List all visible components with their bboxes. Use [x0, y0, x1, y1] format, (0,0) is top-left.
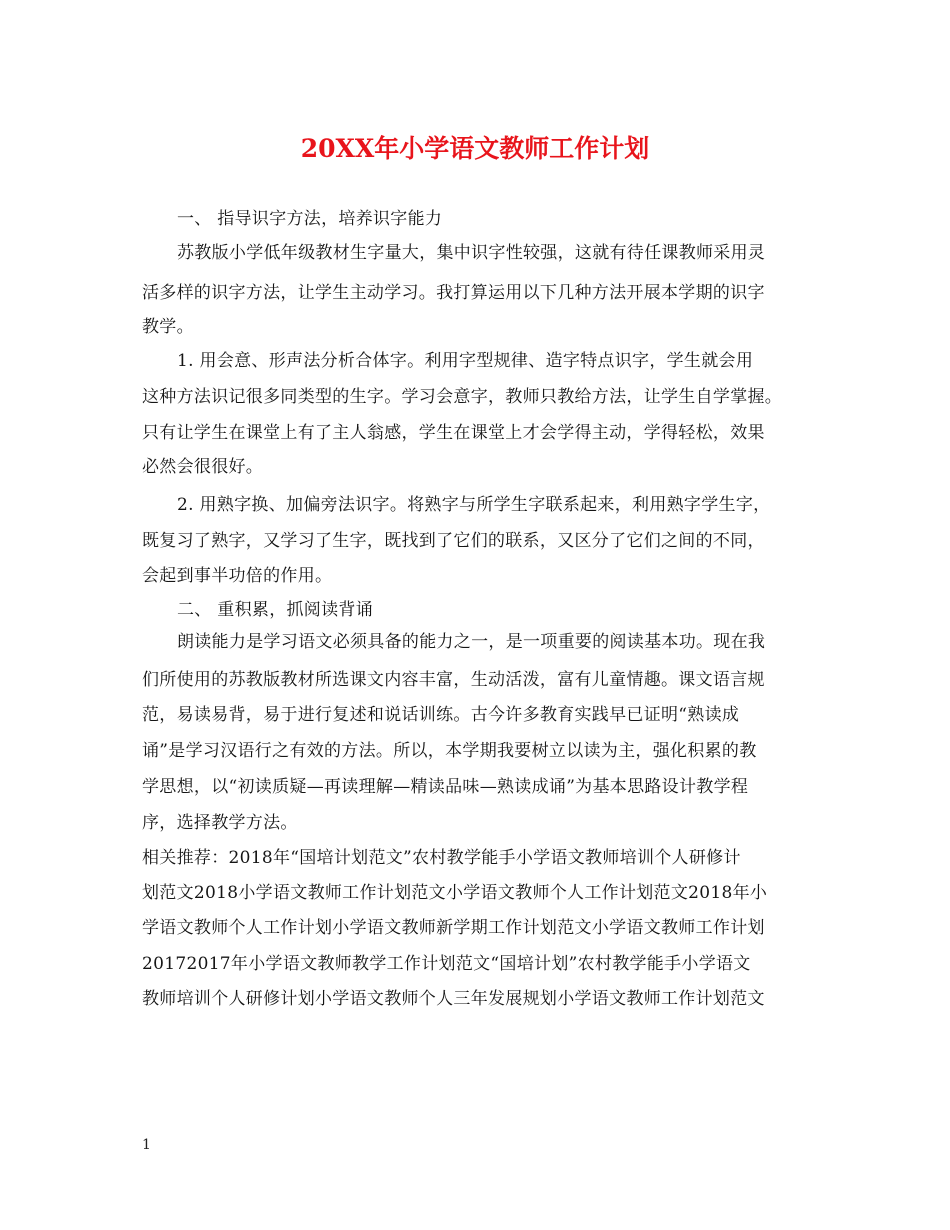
- paragraph-line: 诵”是学习汉语行之有效的方法。所以，本学期我要树立以读为主，强化积累的教: [142, 741, 757, 761]
- paragraph-line: 会起到事半功倍的作用。: [142, 566, 333, 586]
- paragraph-line: 必然会很很好。: [142, 457, 264, 477]
- page-number: 1: [142, 1137, 151, 1153]
- related-links-line: 教师培训个人研修计划小学语文教师个人三年发展规划小学语文教师工作计划范文: [142, 989, 765, 1009]
- list-item-2-line: 2. 用熟字换、加偏旁法识字。将熟字与所学生字联系起来，利用熟字学生字，: [177, 495, 771, 515]
- paragraph-line: 教学。: [142, 317, 194, 337]
- section-heading-1: 一、 指导识字方法，培养识字能力: [177, 209, 443, 229]
- paragraph-line: 活多样的识字方法，让学生主动学习。我打算运用以下几种方法开展本学期的识字: [142, 283, 765, 303]
- paragraph-line: 范，易读易背，易于进行复述和说话训练。古今许多教育实践早已证明“熟读成: [142, 705, 740, 725]
- paragraph-line: 只有让学生在课堂上有了主人翁感，学生在课堂上才会学得主动，学得轻松，效果: [142, 423, 765, 443]
- paragraph-line: 学思想，以“初读质疑—再读理解—精读品味—熟读成诵”为基本思路设计教学程: [142, 777, 749, 797]
- related-links-line: 学语文教师个人工作计划小学语文教师新学期工作计划范文小学语文教师工作计划: [142, 918, 765, 938]
- paragraph-line: 序，选择教学方法。: [142, 813, 298, 833]
- paragraph-line: 苏教版小学低年级教材生字量大，集中识字性较强，这就有待任课教师采用灵: [177, 243, 766, 263]
- related-links-line: 划范文2018小学语文教师工作计划范文小学语文教师个人工作计划范文2018年小: [142, 883, 768, 903]
- paragraph-line: 既复习了熟字，又学习了生字，既找到了它们的联系，又区分了它们之间的不同，: [142, 531, 765, 551]
- related-links-line: 相关推荐：2018年“国培计划范文”农村教学能手小学语文教师培训个人研修计: [142, 848, 741, 868]
- paragraph-line: 这种方法识记很多同类型的生字。学习会意字，教师只教给方法，让学生自学掌握。: [142, 387, 783, 407]
- section-heading-2: 二、 重积累，抓阅读背诵: [177, 600, 374, 620]
- related-links-line: 20172017年小学语文教师教学工作计划范文“国培计划”农村教学能手小学语文: [142, 954, 751, 974]
- document-title: 20XX年小学语文教师工作计划: [300, 134, 650, 163]
- paragraph-line: 们所使用的苏教版教材所选课文内容丰富，生动活泼，富有儿童情趣。课文语言规: [142, 670, 765, 690]
- list-item-1-line: 1. 用会意、形声法分析合体字。利用字型规律、造字特点识字，学生就会用: [177, 351, 754, 371]
- paragraph-line: 朗读能力是学习语文必须具备的能力之一，是一项重要的阅读基本功。现在我: [177, 632, 766, 652]
